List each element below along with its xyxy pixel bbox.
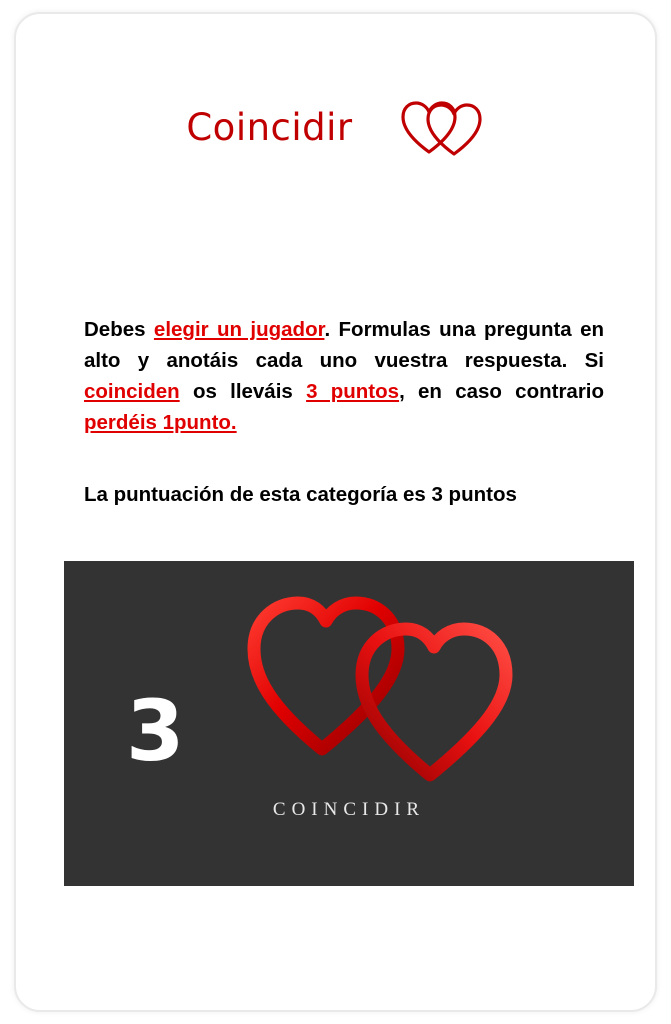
two-hearts-icon <box>399 98 485 156</box>
instructions-highlight-lose-point: perdéis 1punto. <box>84 411 237 434</box>
instructions-part-5: os lleváis <box>179 380 307 403</box>
page-title: Coincidir <box>186 105 353 149</box>
instructions-part-3: . Formulas una pregunta en alto y anotáis cada uno vuestra respuesta. Si <box>84 318 604 372</box>
instructions-part-7: , en caso contrario <box>399 380 605 403</box>
panel-points-number: 3 <box>126 682 185 780</box>
panel-two-hearts-icon <box>234 579 534 794</box>
instructions-paragraph <box>84 314 604 438</box>
instructions-highlight-gain-points: 3 puntos <box>306 380 400 403</box>
category-image-panel <box>64 561 634 886</box>
game-card <box>14 12 657 1012</box>
panel-caption: COINCIDIR <box>272 799 426 820</box>
category-score-text: La puntuación de esta categoría es 3 puntos <box>84 483 517 506</box>
instructions-highlight-choose-player: elegir un jugador <box>153 318 325 341</box>
instructions-highlight-match: coinciden <box>84 380 180 403</box>
card-header <box>16 92 655 162</box>
instructions-part-1: Debes <box>84 318 154 341</box>
